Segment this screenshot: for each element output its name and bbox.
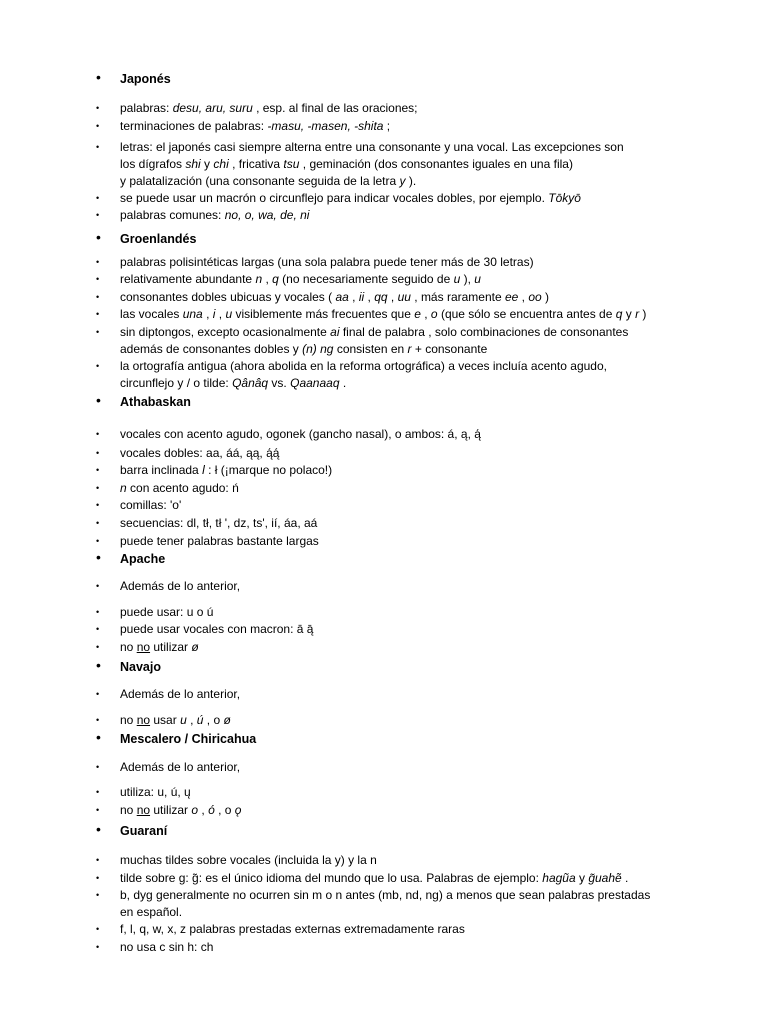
text-run: (no necesariamente seguido de — [278, 272, 454, 286]
text-run: se puede usar un macrón o circunflejo para indicar vocales dobles, por ejemplo. — [120, 191, 549, 205]
text-run: los dígrafos — [120, 157, 186, 171]
list-item-text — [120, 480, 239, 497]
text-run: no — [136, 803, 151, 817]
text-run: y — [622, 307, 636, 321]
text-run: Tōkyō — [548, 191, 581, 205]
text-run: . — [339, 376, 347, 390]
list-item-text — [120, 604, 213, 621]
text-run: no — [120, 803, 137, 817]
text-run: secuencias: dl, tł, tł ', dz, ts', ií, áa, aá — [120, 516, 318, 530]
list-item-text — [120, 621, 313, 638]
text-run: -masu, -masen, -shita — [267, 119, 384, 133]
bullet-icon: • — [96, 448, 100, 458]
text-run: hagũa — [542, 871, 576, 885]
text-run: ) — [639, 307, 647, 321]
text-run: , — [215, 307, 226, 321]
bullet-icon: • — [96, 642, 100, 652]
bullet-icon: • — [96, 142, 100, 152]
bullet-icon: • — [96, 942, 100, 952]
text-run: y palatalización (una consonante seguida de la letra — [120, 174, 400, 188]
text-run: circunflejo y / o tilde: — [120, 376, 233, 390]
list-item-text — [120, 426, 481, 443]
text-run: (que sólo se encuentra antes de — [437, 307, 616, 321]
text-run: g̃uahẽ — [588, 871, 622, 885]
section-title: Japonés — [120, 72, 171, 86]
text-run: terminaciones de palabras: — [120, 119, 268, 133]
text-run: : ł (¡marque no polaco!) — [204, 463, 333, 477]
text-run: u — [180, 713, 187, 727]
bullet-icon: • — [96, 805, 100, 815]
bullet-icon: • — [96, 69, 101, 85]
text-run: puede tener palabras bastante largas — [120, 534, 319, 548]
text-run: . — [621, 871, 629, 885]
bullet-icon: • — [96, 715, 100, 725]
section-title: Guaraní — [120, 824, 168, 838]
bullet-icon: • — [96, 327, 100, 337]
bullet-icon: • — [96, 549, 101, 565]
text-run: tilde sobre g: g̃: es el único idioma del mundo que lo usa. Palabras de ejemplo: — [120, 871, 543, 885]
text-run: , — [186, 713, 197, 727]
list-item-text — [120, 939, 213, 956]
bullet-icon: • — [96, 518, 100, 528]
text-run: no — [120, 713, 137, 727]
list-item-text — [120, 533, 319, 550]
text-run: + consonante — [411, 342, 488, 356]
bullet-icon: • — [96, 392, 101, 408]
text-run: , — [262, 272, 273, 286]
text-run: aa — [335, 290, 349, 304]
text-run: puede usar: u o ú — [120, 605, 214, 619]
text-run: shi — [185, 157, 201, 171]
bullet-icon: • — [96, 536, 100, 546]
text-run: consonantes dobles ubicuas y vocales ( — [120, 290, 336, 304]
text-run: además de consonantes dobles y — [120, 342, 303, 356]
text-run: , — [387, 290, 398, 304]
text-run: l — [202, 463, 205, 477]
text-run: , o — [203, 713, 224, 727]
text-run: , geminación (dos consonantes iguales en una fila) — [299, 157, 573, 171]
bullet-icon: • — [96, 229, 101, 245]
text-run: e — [414, 307, 421, 321]
bullet-icon: • — [96, 890, 100, 900]
text-run: Además de lo anterior, — [120, 760, 241, 774]
bullet-icon: • — [96, 924, 100, 934]
bullet-icon: • — [96, 465, 100, 475]
bullet-icon: • — [96, 361, 100, 371]
text-run: , — [198, 803, 209, 817]
list-item-text — [120, 341, 487, 358]
text-run: utilizar — [150, 640, 192, 654]
list-item-text — [120, 254, 534, 271]
bullet-icon: • — [96, 657, 101, 673]
text-run: , esp. al final de las oraciones; — [252, 101, 418, 115]
text-run: la ortografía antigua (ahora abolida en la reforma ortográfica) a veces incluía acento agudo, — [120, 359, 607, 373]
text-run: utilizar — [150, 803, 192, 817]
text-run: vs. — [268, 376, 291, 390]
text-run: chi — [213, 157, 229, 171]
text-run: Qaanaaq — [290, 376, 340, 390]
bullet-icon: • — [96, 257, 100, 267]
text-run: ). — [405, 174, 417, 188]
text-run: con acento agudo: ń — [126, 481, 239, 495]
text-run: u — [453, 272, 461, 286]
bullet-icon: • — [96, 821, 101, 837]
text-run: q — [615, 307, 623, 321]
text-run: ) — [541, 290, 550, 304]
text-run: no — [120, 640, 137, 654]
text-run: sin diptongos, excepto ocasionalmente — [120, 325, 331, 339]
text-run: n — [120, 481, 127, 495]
list-item-text — [120, 306, 646, 323]
list-item-text — [120, 904, 182, 921]
text-run: y — [399, 174, 406, 188]
list-item-text — [120, 578, 240, 595]
text-run: palabras comunes: — [120, 208, 225, 222]
list-item-text — [120, 271, 481, 288]
list-item-text — [120, 289, 549, 306]
text-run: q — [272, 272, 279, 286]
text-run: o — [191, 803, 199, 817]
text-run: utiliza: u, ú, ų — [120, 785, 191, 799]
text-run: ø — [223, 713, 231, 727]
text-run: (n) ng — [302, 342, 334, 356]
text-run: ú — [196, 713, 204, 727]
list-item-text — [120, 173, 416, 190]
list-item-text — [120, 156, 573, 173]
text-run: uu — [397, 290, 411, 304]
section-title: Athabaskan — [120, 395, 191, 409]
text-run: r — [407, 342, 412, 356]
text-run: oo — [528, 290, 542, 304]
text-run: f, l, q, w, x, z palabras prestadas externas extremadamente raras — [120, 922, 465, 936]
section-title: Apache — [120, 552, 166, 566]
text-run: no, o, wa, de, ni — [224, 208, 310, 222]
text-run: , — [518, 290, 529, 304]
bullet-icon: • — [96, 210, 100, 220]
section-title: Mescalero / Chiricahua — [120, 732, 257, 746]
text-run: , — [364, 290, 375, 304]
text-run: ai — [330, 325, 340, 339]
text-run: final de palabra , solo combinaciones de consonantes — [339, 325, 629, 339]
text-run: desu, aru, suru — [172, 101, 253, 115]
text-run: b, dyg generalmente no ocurren sin m o n antes (mb, nd, ng) a menos que sean palabras prestadas — [120, 888, 651, 902]
text-run: u — [225, 307, 233, 321]
text-run: Qânâq — [232, 376, 269, 390]
text-run: ø — [191, 640, 199, 654]
bullet-icon: • — [96, 429, 100, 439]
text-run: las vocales — [120, 307, 183, 321]
bullet-icon: • — [96, 873, 100, 883]
text-run: ó — [208, 803, 215, 817]
text-run: una — [182, 307, 203, 321]
list-item-text — [120, 358, 607, 375]
bullet-icon: • — [96, 309, 100, 319]
text-run: , más raramente — [410, 290, 505, 304]
list-item-text — [120, 445, 279, 462]
list-item-text — [120, 100, 418, 117]
text-run: o — [430, 307, 438, 321]
text-run: ), — [460, 272, 475, 286]
bullet-icon: • — [96, 274, 100, 284]
bullet-icon: • — [96, 483, 100, 493]
text-run: vocales dobles: aa, áá, ąą, ą́ą́ — [120, 446, 280, 460]
text-run: , — [202, 307, 213, 321]
text-run: Además de lo anterior, — [120, 579, 241, 593]
text-run: comillas: 'o' — [120, 498, 182, 512]
list-item-text — [120, 118, 390, 135]
bullet-icon: • — [96, 292, 100, 302]
bullet-icon: • — [96, 193, 100, 203]
list-item-text — [120, 686, 240, 703]
list-item-text — [120, 784, 191, 801]
bullet-icon: • — [96, 121, 100, 131]
list-item-text — [120, 759, 240, 776]
text-run: no — [136, 713, 151, 727]
text-run: relativamente abundante — [120, 272, 256, 286]
bullet-icon: • — [96, 762, 100, 772]
bullet-icon: • — [96, 729, 101, 745]
list-item-text — [120, 375, 346, 392]
text-run: no usa c sin h: ch — [120, 940, 214, 954]
text-run: , o — [214, 803, 235, 817]
list-item-text — [120, 324, 628, 341]
text-run: r — [635, 307, 640, 321]
bullet-icon: • — [96, 103, 100, 113]
list-item-text — [120, 462, 332, 479]
text-run: , fricativa — [228, 157, 284, 171]
list-item-text — [120, 802, 241, 819]
text-run: en español. — [120, 905, 183, 919]
bullet-icon: • — [96, 500, 100, 510]
list-item-text — [120, 852, 377, 869]
section-title: Groenlandés — [120, 232, 197, 246]
text-run: visiblemente más frecuentes que — [232, 307, 415, 321]
bullet-icon: • — [96, 607, 100, 617]
list-item-text — [120, 712, 231, 729]
list-item-text — [120, 139, 624, 156]
text-run: consisten en — [333, 342, 408, 356]
text-run: Además de lo anterior, — [120, 687, 241, 701]
text-run: , — [348, 290, 359, 304]
list-item-text — [120, 887, 650, 904]
text-run: puede usar vocales con macron: ā ą̄ — [120, 622, 314, 636]
bullet-icon: • — [96, 624, 100, 634]
bullet-icon: • — [96, 855, 100, 865]
list-item-text — [120, 497, 181, 514]
bullet-icon: • — [96, 581, 100, 591]
text-run: y — [575, 871, 589, 885]
list-item-text — [120, 515, 317, 532]
text-run: ; — [383, 119, 391, 133]
text-run: y — [200, 157, 214, 171]
text-run: ǫ — [234, 803, 242, 817]
list-item-text — [120, 921, 465, 938]
text-run: letras: el japonés casi siempre alterna entre una consonante y una vocal. Las excepciones son — [120, 140, 624, 154]
text-run: n — [255, 272, 263, 286]
text-run: barra inclinada — [120, 463, 203, 477]
text-run: tsu — [283, 157, 300, 171]
text-run: u — [474, 272, 481, 286]
text-run: no — [136, 640, 151, 654]
text-run: muchas tildes sobre vocales (incluida la y) y la n — [120, 853, 377, 867]
text-run: ee — [504, 290, 519, 304]
list-item-text — [120, 870, 628, 887]
text-run: usar — [150, 713, 181, 727]
text-run: qq — [374, 290, 388, 304]
text-run: i — [212, 307, 216, 321]
list-item-text — [120, 207, 309, 224]
section-title: Navajo — [120, 660, 161, 674]
bullet-icon: • — [96, 787, 100, 797]
list-item-text — [120, 190, 581, 207]
list-item-text — [120, 639, 199, 656]
text-run: palabras: — [120, 101, 173, 115]
text-run: palabras polisintéticas largas (una sola palabra puede tener más de 30 letras) — [120, 255, 534, 269]
bullet-icon: • — [96, 689, 100, 699]
text-run: vocales con acento agudo, ogonek (gancho nasal), o ambos: á, ą, ą́ — [120, 427, 481, 441]
text-run: , — [420, 307, 431, 321]
text-run: ii — [358, 290, 365, 304]
